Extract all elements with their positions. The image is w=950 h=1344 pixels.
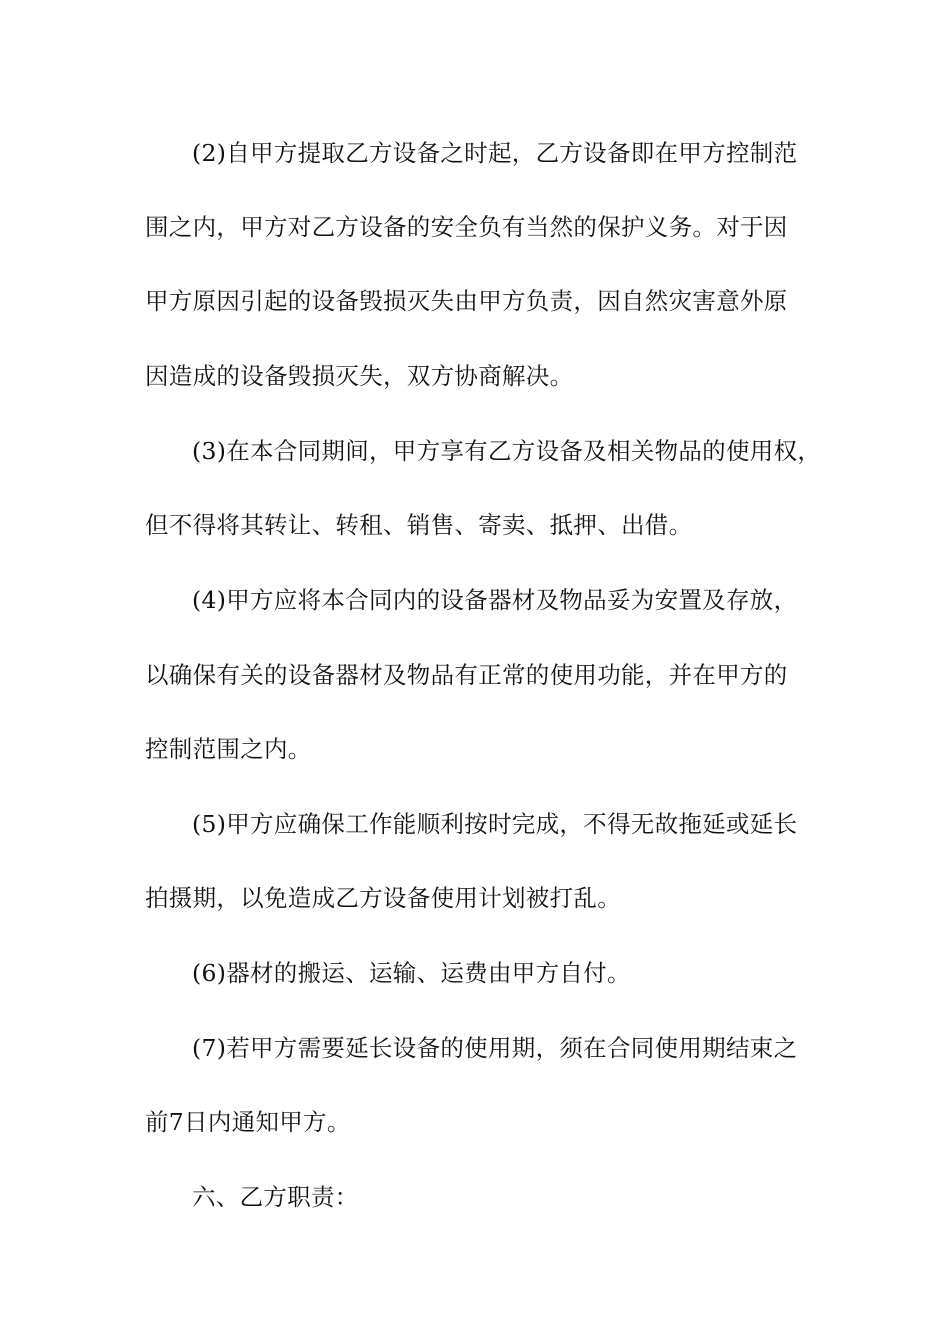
clause-3-line-1: (3)在本合同期间，甲方享有乙方设备及相关物品的使用权， <box>192 437 822 465</box>
clause-4-line-3: 控制范围之内。 <box>145 735 312 763</box>
section-heading: 六、乙方职责： <box>192 1183 359 1211</box>
clause-7-line-2: 前7日内通知甲方。 <box>145 1108 351 1136</box>
clause-2-line-4: 因造成的设备毁损灭失，双方协商解决。 <box>145 362 574 390</box>
clause-2-line-3: 甲方原因引起的设备毁损灭失由甲方负责，因自然灾害意外原 <box>145 287 788 315</box>
clause-4-line-1: (4)甲方应将本合同内的设备器材及物品妥为安置及存放， <box>192 586 798 614</box>
clause-4-line-2: 以确保有关的设备器材及物品有正常的使用功能，并在甲方的 <box>145 661 788 689</box>
clause-7-line-1: (7)若甲方需要延长设备的使用期，须在合同使用期结束之 <box>192 1034 798 1062</box>
clause-6-line-1: (6)器材的搬运、运输、运费由甲方自付。 <box>192 959 631 987</box>
clause-3-line-2: 但不得将其转让、转租、销售、寄卖、抵押、出借。 <box>145 511 693 539</box>
clause-5-line-1: (5)甲方应确保工作能顺利按时完成，不得无故拖延或延长 <box>192 810 798 838</box>
clause-2-line-1: (2)自甲方提取乙方设备之时起，乙方设备即在甲方控制范 <box>192 139 798 167</box>
clause-5-line-2: 拍摄期，以免造成乙方设备使用计划被打乱。 <box>145 884 621 912</box>
clause-2-line-2: 围之内，甲方对乙方设备的安全负有当然的保护义务。对于因 <box>145 213 788 241</box>
